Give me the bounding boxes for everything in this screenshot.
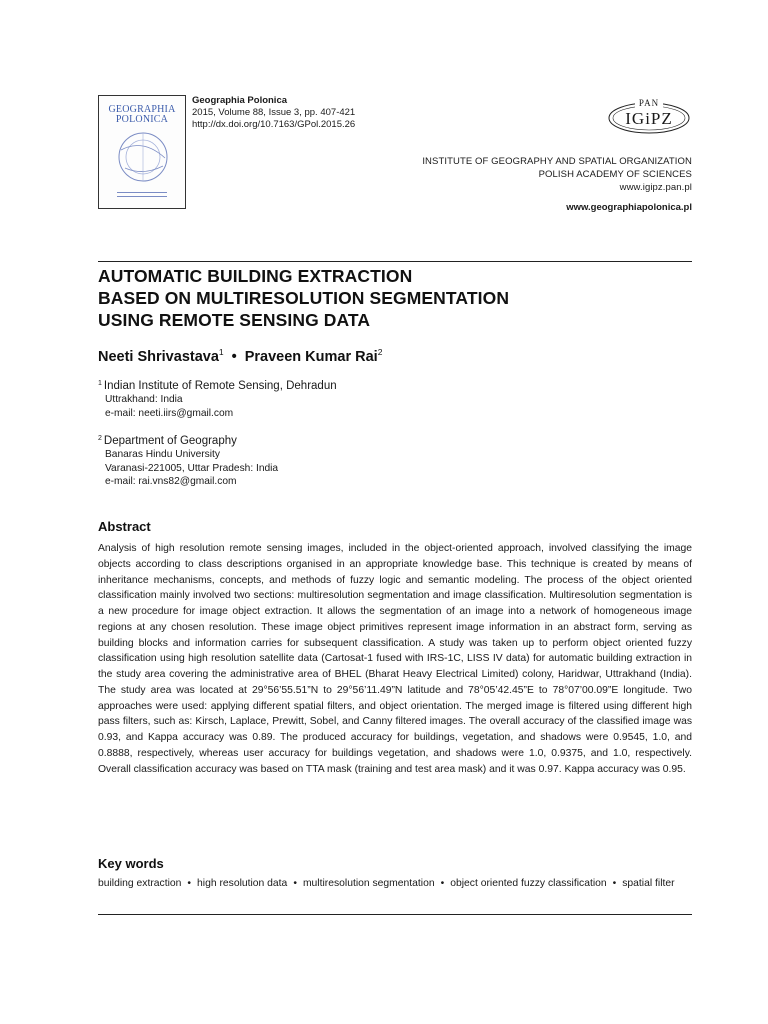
author-name: Neeti Shrivastava [98,349,219,365]
author-affiliation-mark: 2 [377,347,383,357]
affiliation-mark: 1 [98,380,102,387]
academy-name: POLISH ACADEMY OF SCIENCES [538,169,692,180]
title-line: BASED ON MULTIRESOLUTION SEGMENTATION [98,288,510,308]
affiliation-email[interactable]: e-mail: rai.vns82@gmail.com [105,476,237,487]
cover-title-line2: POLONICA [115,114,169,125]
keyword-separator: • [187,878,192,889]
journal-info [192,95,355,131]
journal-issue: 2015, Volume 88, Issue 3, pp. 407-421 [192,107,356,118]
footer-divider [98,914,692,915]
cover-title [99,105,185,125]
author-separator: • [231,349,237,365]
keywords-list [98,876,692,892]
journal-website[interactable]: www.geographiapolonica.pl [566,202,692,213]
journal-name: Geographia Polonica [192,95,288,106]
keyword: spatial filter [622,878,675,889]
affiliation-mark: 2 [98,435,102,442]
keyword-separator: • [293,878,297,889]
journal-cover-thumbnail [98,95,186,209]
author-name: Praveen Kumar Rai [244,349,378,365]
institute-website[interactable]: www.igipz.pan.pl [619,182,692,193]
author-list [98,347,382,365]
keyword: building extraction [98,878,182,889]
affiliation-1 [98,377,337,420]
affiliation-name: Department of Geography [103,435,237,447]
logo-igipz-text: IGiPZ [625,109,673,128]
article-title [98,265,692,331]
affiliation-name: Indian Institute of Remote Sensing, Dehradun [103,380,337,392]
affiliation-line: Uttrakhand: India [105,394,183,405]
author-affiliation-mark: 1 [218,347,224,357]
institute-info [422,155,692,194]
logo-pan-text: PAN [638,98,660,108]
affiliation-email[interactable]: e-mail: neeti.iirs@gmail.com [105,407,234,419]
globe-emblem-icon [113,128,173,186]
abstract-heading: Abstract [98,519,151,534]
keyword-separator: • [612,878,617,889]
pan-igipz-logo [605,96,693,136]
abstract-text: Analysis of high resolution remote sensing images, included in the object-oriented approach, involved classifying the image objects according to class descriptions organised in an appropriate knowledge base. This technique is created by means of inheritance mechanisms, concepts, and methods of fuzzy logic and semantic modeling. The process of the object oriented classification mainly involved two sections: multiresolution segmentation and image classification. Multiresolution segmentation is a new procedure for image object extraction. It allows the segmentation of an image into a network of homogeneous image regions at any chosen resolution. These image object primitives represent image information in an abstract form, serving as building blocks and information carries for subsequent classification. A study was taken up to perform object oriented fuzzy classification using high resolution satellite data (Cartosat-1 fused with IRS-1C, LISS IV data) for automatic building extraction in the study area covering the administrative area of BHEL (Bharat Heavy Electrical Limited) colony, Haridwar, Uttrakhand (India). The study area was located at 29°56’55.51”N to 29°56’11.49”N latitude and 78°05’42.45”E to 78°07’00.09”E longitude. Two approaches were used: applying different spatial filters, and object orientation. The merged image is filtered using different high pass filters, such as: Kirsch, Laplace, Prewitt, Sobel, and Canny filtered images. The overall accuracy of the classified image was 0.93, and Kappa accuracy was 0.89. The produced accuracy for buildings, vegetation, and shadows were 0.9545, 1.0, and 0.8888, respectively, whereas user accuracy for buildings vegetation, and shadows were 1.0, 0.9375, and 1.0, respectively. Overall classification accuracy was based on TTA mask (training and test area mask) and it was 0.97. Kappa accuracy was 0.95. [98,543,692,775]
cover-title-line1: GEOGRAPHIA [108,104,176,115]
header-divider [98,261,692,262]
keyword-separator: • [440,878,445,889]
keyword: multiresolution segmentation [302,878,435,889]
journal-doi[interactable]: http://dx.doi.org/10.7163/GPol.2015.26 [192,119,356,130]
institute-name: INSTITUTE OF GEOGRAPHY AND SPATIAL ORGANIZATION [422,156,692,167]
keyword: high resolution data [197,878,288,889]
affiliation-line: Varanasi-221005, Uttar Pradesh: India [105,462,279,474]
affiliation-line: Banaras Hindu University [105,449,220,460]
title-line: USING REMOTE SENSING DATA [98,310,371,330]
keywords-heading: Key words [98,856,164,871]
title-line: AUTOMATIC BUILDING EXTRACTION [98,266,413,286]
affiliation-2 [98,432,278,489]
cover-text-lines [117,192,167,200]
keyword: object oriented fuzzy classification [450,878,607,889]
